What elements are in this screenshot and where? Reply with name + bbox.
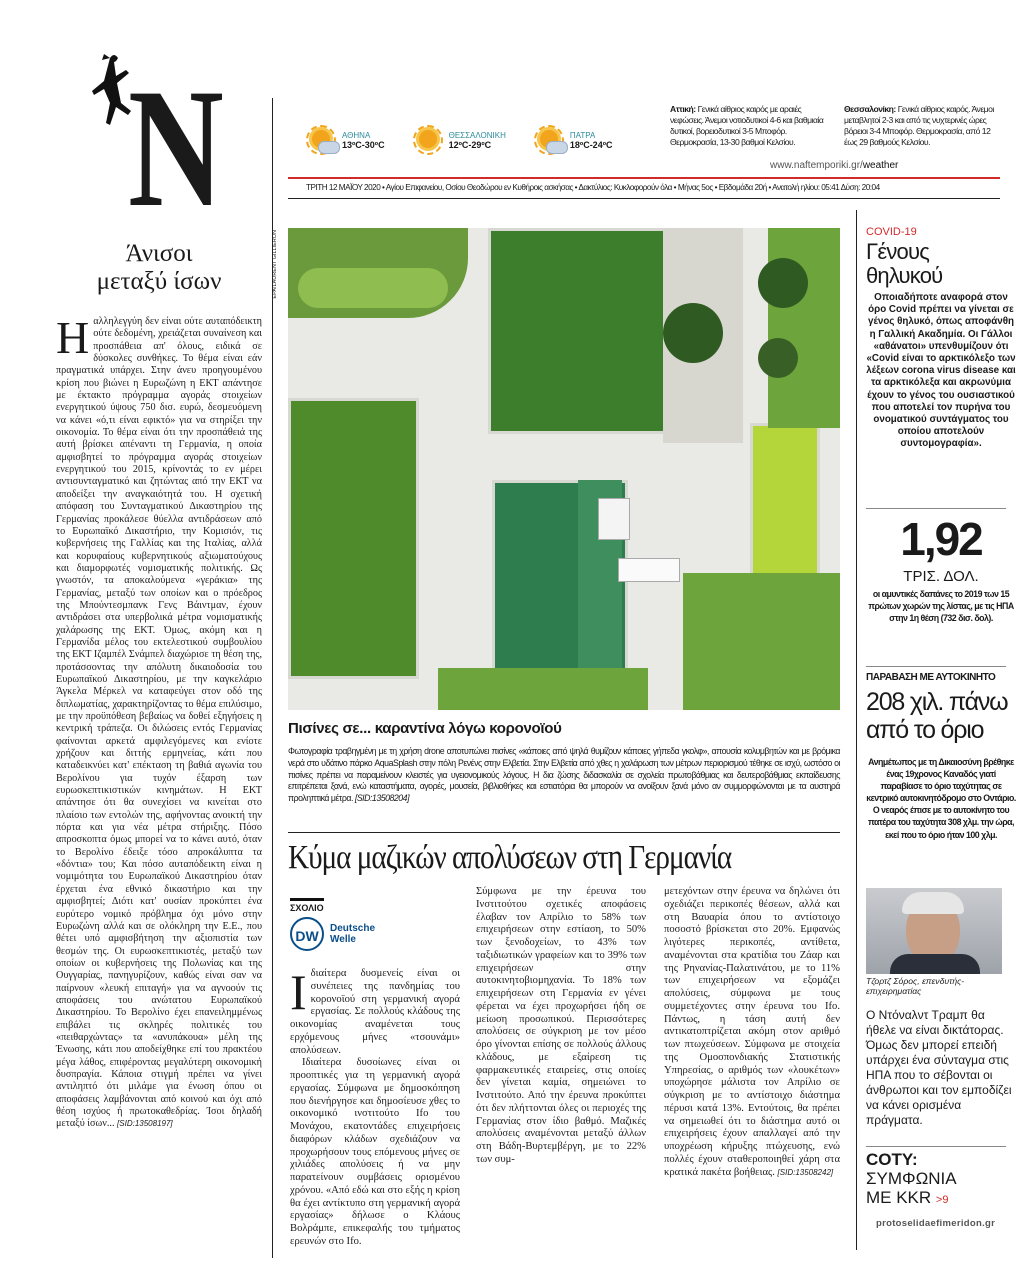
comment-tag: ΣΧΟΛΙΟ xyxy=(290,898,324,913)
sun-cloud-icon xyxy=(306,125,336,155)
weather-url[interactable]: www.naftemporiki.gr/weather xyxy=(770,160,899,171)
main-col-3: μετεχόντων στην έρευνα να δηλώνει ότι σχεδιάζει περικοπές θέσεων, αλλά και στη Βαυαρία όπου το αντίστοιχο ποσοστό βρίσκεται στο 20%. Εμφανώς λιγότερες περικοπές, αντίθετα, αναμένονται στα κρατίδια του Ζάαρ και της Ρηνανίας-Παλατινάτου, με το 11% των επιχειρήσεων να εξομάζει απολύσεις, σύμφωνα με τους συμμετέχοντες στην έρευνα του Ifo. Πάντως, η τάση αυτή δεν αντικατοπτρίζεται ακόμη στον αριθμό των πτωχεύσεων. Σύμφωνα με στοιχεία της Ομοσπονδιακής Στατιστικής Υπηρεσίας, ο αριθμός των «λουκέτων» υποχώρησε μάλιστα τον Απρίλιο σε σύγκριση με το αντίστοιχο διάστημα πέρυσι κατά 13%. Εντούτοις, θα πρέπει να σημειωθεί ότι το διάστημα αυτό οι επιχειρήσεις έχουν απαλλαγεί από την υποχρέωση κήρυξης πτώχευσης, ενώ πολλές έχουν σταθεροποιηθεί χάρη στα κρατικά πακέτα βοήθειας. [SID:13508242] xyxy=(664,886,840,1178)
weather-thessaloniki-text: Θεσσαλονίκη: Γενικά αίθριος καιρός. Άνεμοι μεταβλητοί 2-3 και από τις νυχτερινές ώρες βόρειοι 3-4 Μποφόρ. Θερμοκρασία, από 12 έως 29 βαθμούς Κελσίου. xyxy=(844,104,994,147)
covid-title: Γένους θηλυκού xyxy=(866,239,943,288)
quote-attribution: Τζορτζ Σόρος, επενδυτής-επιχειρηματίας xyxy=(866,976,965,996)
stat-value: 1,92 xyxy=(900,513,982,565)
speed-text: Ανημέτωπος με τη Δικαιοσύνη βρέθηκε ένας 19χρονος Καναδός γιατί παραβίασε το όριο ταχύτητας σε κεντρικό αυτοκινητόδρομο στο Οντάριο. Ο νεαρός έπισε με το αυτοκίνητο του πατέρα του ταχύτητα 308 χλμ. την ώρα, εκεί που το όριο ήταν 100 χλμ. xyxy=(866,757,1016,840)
editorial-body: Η αλληλεγγύη δεν είναι ούτε αυταπόδεικτη ούτε δεδομένη, χρειάζεται συναίνεση και προσπάθεια απ' όλους, ειδικά σε δύσκολες συνθήκες. Το θέμα είναι εάν πραγματικά υπάρχει. Στην άνευ προηγουμένου κρίση που βιώνει η Ευρωζώνη η ΕΚΤ απάντησε με έκτακτο πρόγραμμα αγοράς στοιχείων ενεργητικού ύψους 750 δισ. ευρώ, δεσμευόμενη να κάνει «ό,τι είναι εφικτό» για να στηρίξει την οικονομία. Το θέμα είναι ότι την προσπάθειά της αυτή βρίσκει απέναντι τη Γερμανία, η οποία αμφισβητεί το πρόγραμμα αγοράς στοιχείων ενεργητικού του 2015, κρίνοντάς το εν μέρει αντισυνταγματικό και ζητώντας από την ΕΚΤ να αποδείξει την αναγκαιότητά του. Η σχετική απόφαση του Συνταγματικού Δικαστηρίου της Γερμανίας προκάλεσε θύελλα αντιδράσεων από το Ευρωπαϊκό Δικαστήριο, την Κομισιόν, τις κυβερνήσεις της Γαλλίας και της Ιταλίας, αλλά και κορυφαίους κυβερνητικούς αξιωματούχους και διαμορφωτές νομισματικής πολιτικής. Ως γνωστόν, τα αποκαλούμενα «γεράκια» της Γερμανίας, μεταξύ των οποίων και ο πρόεδρος της Μπούντεσμπανκ Γενς Βάιντμαν, έχουν αντιδράσει στα υπερβολικά μέτρα νομισματικής χαλάρωσης της ΕΚΤ. Όμως, ακόμη και η Γερμανίδα μέλος του εκτελεστικού συμβουλίου της ΕΚΤ Ιζαμπέλ Σνάμπελ διαχώρισε τη θέση της, προτάσσοντας την απόλυτη δικαιοδοσία του Ευρωπαϊκού Δικαστηρίου, με την καγκελάριο Άγκελα Μέρκελ να καταφεύγει στον οδό της διπλωματίας, χαρακτηρίζοντας το θέμα επιλύσιμο, με την προϋπόθεση βεβαίως να δοθεί εξηγήσεις η κεντρική τράπεζα. Οι διλώσεις εντός Γερμανίας φαίνονται αρκετά αμφιλεγόμενες και ενίοτε χρήζουν και διττής ερμηνείας, κάτι που καταδεικνύει κατ' επέκταση τη βαθιά αγωνία του Βερολίνου για τυχόν έξαρση των ευρωσκεπτικιστικών κινημάτων. Η ΕΚΤ απάντησε ότι θα συνεχίσει να κινείται στο πλαίσιο των εντολών της, αφήνοντας ανοικτή την πόρτα και για νέα μέτρα στήριξης. Πόσο απροσκοπτα όμως μπορεί να το κάνει αυτό, όταν το Βερολίνο έδειξε τόσο απροκάλυπτα τα «δόντια» του; Και πόσο αυταπόδεικτη είναι η νομιμότητα του Ευρωπαϊκού Δικαστηρίου όταν έρχεται ένα εθνικό δικαστήριο και την αμφισβητεί; Διότι κατ' ουσίαν προκύπτει ένα ευρύτερο νομικό πρόβλημα όχι μόνο στην Ευρωζώνη αλλά και σε ολόκληρη την Ε.Ε., που θέτει υπό αμφισβήτηση την αξιοπιστία των θεσμών της. Οι ευρωσκεπτικιστές, μεταξύ των οποίων οι κυβερνήσεις της Πολωνίας και της Ουγγαρίας, πανηγυρίζουν, καθώς είναι σαν να παίρνουν «λευκή επιταγή» για να αγνοούν τις αποφάσεις του ανώτατου Ευρωπαϊκού Δικαστηρίου. Το Βερολίνο έχει επανειλημμένως επιβάλει τις σκληρές πολιτικές του «πειθαρχώντας» τα «ανυπάκουα» μέλη της Ένωσης, κάτι που αποδείχθηκε επί του πρακτέου μέγα λάθος, επιφέροντας μεγαλύτερη οικονομική δυσπραγία. Κάποια στιγμή πρέπει να γίνει αντιληπτό ότι μιλάμε για ένωση όπου οι αποφάσεις λαμβάνονται από κοινού και όχι από θέση ισχύος ή πρωτοκαθεδρίας. Ίσοι δηλαδή μεταξύ ίσων... [SID:13508197] xyxy=(56,312,262,1130)
editorial-dropcap: Η xyxy=(56,312,90,363)
editorial-title: Άνισοι μεταξύ ίσων xyxy=(96,240,222,295)
stat-unit: ΤΡΙΣ. ΔΟΛ. xyxy=(903,568,979,585)
masthead-logo xyxy=(80,50,224,242)
main-headline: Κύμα μαζικών απολύσεων στη Γερμανία xyxy=(288,839,732,876)
soros-photo xyxy=(866,888,1002,974)
speed-title: 208 χιλ. πάνω από το όριο xyxy=(866,688,1008,744)
dw-logo: DW Deutsche Welle xyxy=(290,917,375,951)
weather-thessaloniki: ΘΕΣΣΑΛΟΝΙΚΗ 12ºC-29ºC xyxy=(413,120,506,160)
covid-kicker: COVID-19 xyxy=(866,226,917,238)
photo-caption: Φωτογραφία τραβηγμένη με τη χρήση drone αποτυπώνει πισίνες «κάποιες από ψηλά θυμίζουν κάποιες γήπεδα γκολφ», απουσία κολυμβητών και με βρόμικα νερά στο υδάτινο πάρκο AquaSplash στην πόλη Ρενένς στην Ελβετία. Στην Ελβετία από χθες η χαλάρωση των μέτρων περιορισμού τέθηκε σε ισχύ, ωστόσο οι πισίνες πρέπει να παραμείνουν κλειστές για υγειονομικούς λόγους. Η δια ζώσης διδασκαλία σε σχολεία πρωτοβάθμιας και δευτεροβάθμιας εκπαίδευσης επιτρέπεται ξανά, ενώ καταστήματα, αγορές, μουσεία, βιβλιοθήκες και εστιατόρια θα μπορούν να ανοίξουν ξανά μόνο αν συμμορφώνονται με τα αυστηρά προληπτικά μέτρα. [SID:13508204] xyxy=(288,746,840,804)
sun-icon xyxy=(413,125,443,155)
weather-attica: Αττική: Γενικά αίθριος καιρός με αραιές νεφώσεις. Άνεμοι νοτιοδυτικοί 4-6 και βαθμιαία δυτικοί, βορειοδυτικοί 3-5 Μποφόρ. Θερμοκρασία, 13-30 βαθμοί Κελσίου. xyxy=(670,104,824,147)
dateline: ΤΡΙΤΗ 12 ΜΑΪΟΥ 2020 • Αγίου Επιφανείου, Οσίου Θεοδώρου εν Κυθήροις ασκήσας • Δακτύλιος: Κυκλοφορούν όλα • Μήνας 5ος • Εβδομάδα 20ή • Ανατολή ηλίου: 05:41 Δύση: 20:04 xyxy=(306,183,880,192)
speed-kicker: ΠΑΡΑΒΑΣΗ ΜΕ ΑΥΤΟΚΙΝΗΤΟ xyxy=(866,672,996,683)
pool-aerial-photo xyxy=(288,228,840,710)
source-watermark: protoselidaefimeridon.gr xyxy=(876,1218,996,1229)
dw-icon: DW xyxy=(290,917,324,951)
coty-teaser[interactable]: COTY: ΣΥΜΦΩΝΙΑ ΜΕ KKR >9 xyxy=(866,1150,957,1207)
photo-credit: EPA/LAURENT GILLIERON xyxy=(272,230,278,299)
quote-text: Ο Ντόναλντ Τραμπ θα ήθελε να είναι δικτάτορας. Όμως δεν μπορεί επειδή υπάρχει ένα σύνταγμα στις ΗΠΑ που το σέβονται οι άνθρωποι και τον εμποδίζει να κάνει ορισμένα πράγματα. xyxy=(866,1008,1012,1127)
photo-headline: Πισίνες σε... καραντίνα λόγω κορονοϊού xyxy=(288,720,562,737)
weather-patras: ΠΑΤΡΑ 18ºC-24ºC xyxy=(534,120,613,160)
weather-strip xyxy=(306,120,636,160)
stat-text: οι αμυντικές δαπάνες το 2019 των 15 πρώτων χωρών της λίστας, με τις ΗΠΑ στην 1η θέση (732 δισ. δολ). xyxy=(868,589,1014,623)
weather-athens: ΑΘΗΝΑ 13ºC-30ºC xyxy=(306,120,385,160)
main-col-2: Σύμφωνα με την έρευνα του Ινστιτούτου σχετικές αποφάσεις έλαβαν τον Απρίλιο το 58% των επιχειρήσεων στην εστίαση, το 50% των ξενοδοχείων, το 43% των ταξιδιωτικών γραφείων και το 39% των επιχειρήσεων στην αυτοκινητοβιομηχανία. Το 18% των επιχειρήσεων στη Γερμανία εν γένει φέρεται να έχει προχωρήσει ήδη σε μείωση προσωπικού. Περισσότερες απολύσεις σε σύγκριση με τον μέσο όρο γίνονται επίσης σε πολλούς άλλους κλάδους, με εξαίρεση τις φαρμακευτικές εταιρείες, στις οποίες δεν γίνεται καμία, σημειώνει το Ινστιτούτο. Από την έρευνα προκύπτει ότι δεν πλήττονται όλες οι περιοχές της Γερμανίας στον ίδιο βαθμό. Μαζικές απολύσεις αναμένονται μεταξύ άλλων στη Βάδη-Βυρτεμβέργη, με το 22% των συμ- xyxy=(476,886,646,1165)
sun-cloud-icon xyxy=(534,125,564,155)
logo-letter: N xyxy=(128,54,224,242)
covid-text: Οποιαδήποτε αναφορά στον όρο Covid πρέπει να γίνεται σε γένος θηλυκό, όπως αποφάνθη η Γαλλική Ακαδημία. Οι Γάλλοι «αθάνατοι» υπενθυμίζουν ότι «Covid είναι το αρκτικόλεξο των λέξεων corona virus disease και τα αρκτικόλεξα και ακρωνύμια έχουν το γένος του ουσιαστικού που αποτελεί τον πυρήνα του ονοματικού συντάγματος του οποίου αποτελούν συντομογραφία». xyxy=(866,292,1016,450)
main-col-1: Ι διαίτερα δυσμενείς είναι οι συνέπειες της πανδημίας του κορονοϊού στη γερμανική αγορά εργασίας. Σε πολλούς κλάδους της οικονομίας αναμένεται τους ερχόμενους μήνες «τσουνάμι» απολύσεων. Ιδιαίτερα δυσοίωνες είναι οι προοπτικές για τη γερμανική αγορά εργασίας. Σύμφωνα με δημοσκόπηση που διενήργησε και δημοσίευσε χθες το οικονομικό ινστιτούτο Ifo του Μονάχου, εκατοντάδες επιχειρήσεις διαφόρων κλάδων σχεδιάζουν να προχωρήσουν τους επόμενους μήνες σε χιλιάδες απολύσεις ή να μην παρατείνουν συμβάσεις ορισμένου χρόνου. «Από εδώ και στο εξής η κρίση θα έχει αντίκτυπο στη γερμανική αγορά εργασίας» δήλωσε ο Κλάους Βολράμπε, επικεφαλής του τμήματος ερευνών στο Ifo. xyxy=(290,964,460,1247)
